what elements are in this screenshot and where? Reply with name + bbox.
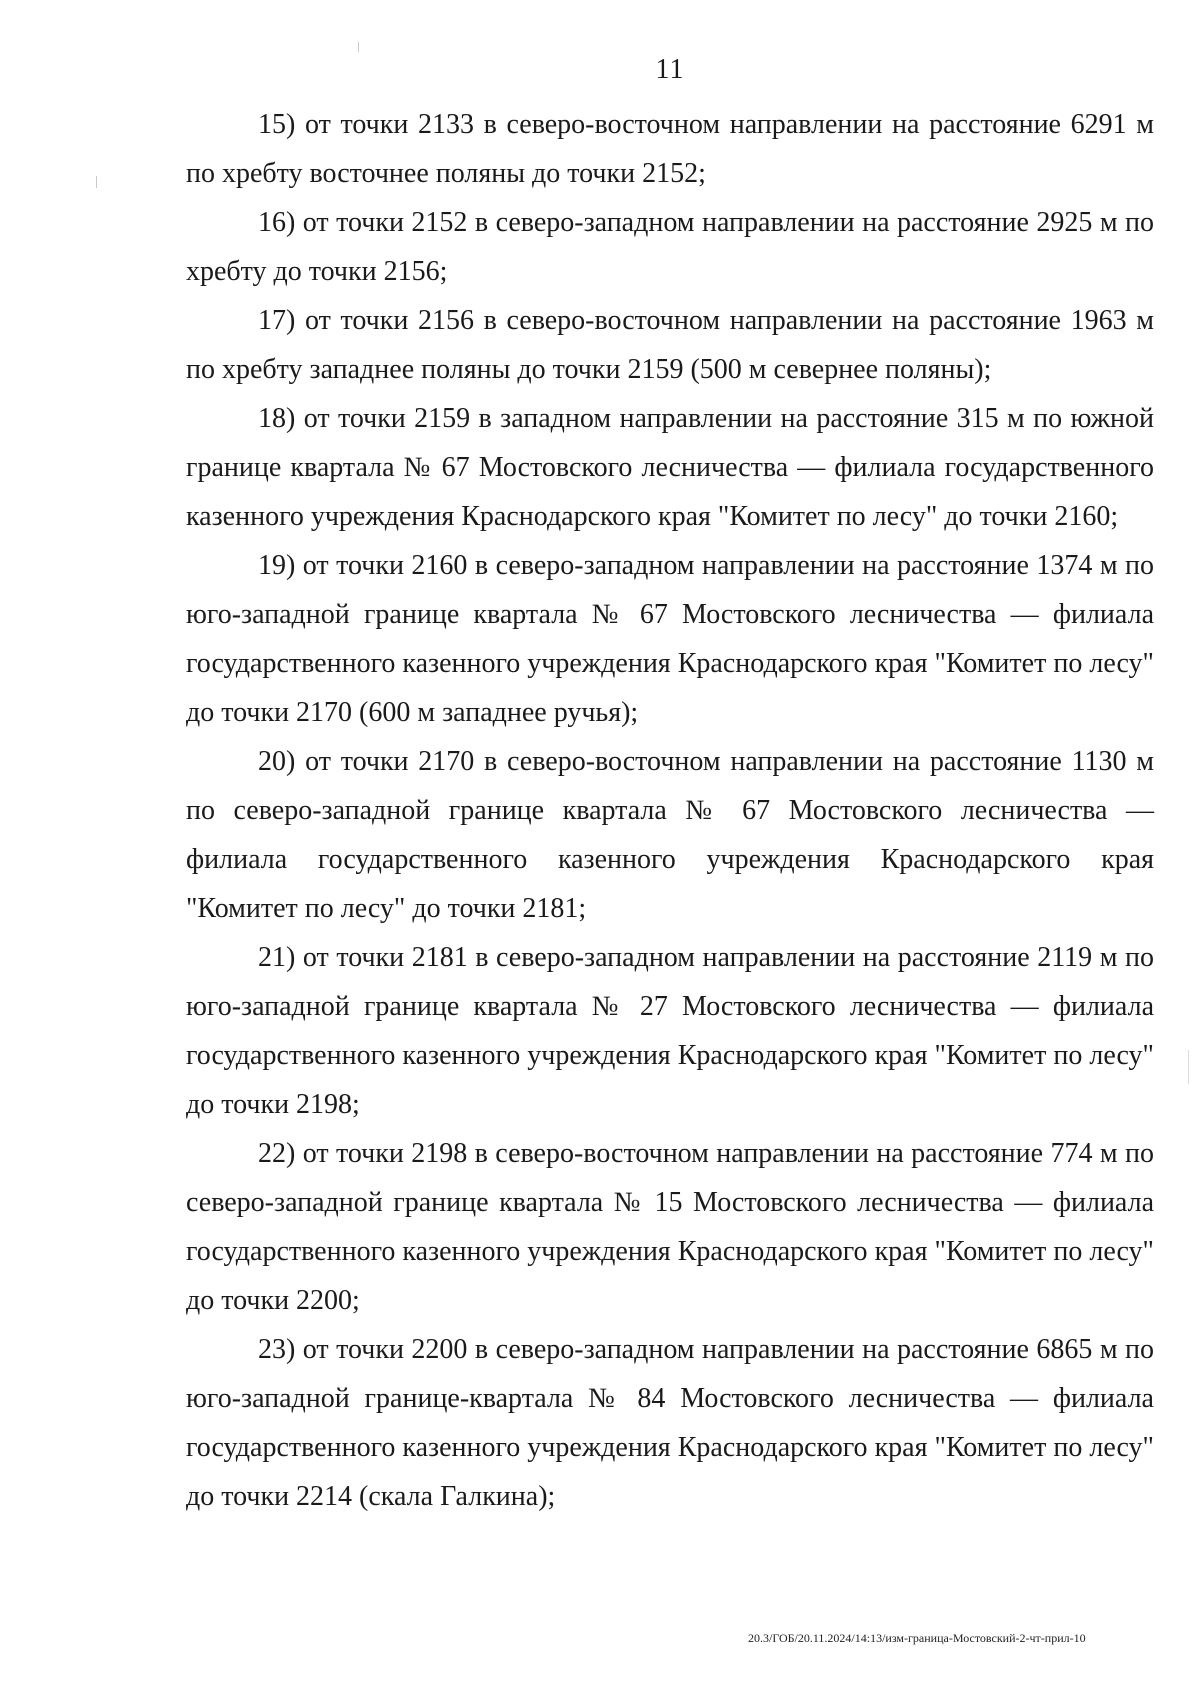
list-item — [186, 296, 1154, 394]
item-text: от точки 2170 в северо-восточном направлении на расстояние 1130 м по северо-западной границе квартала № 67 Мостовского лесничества — филиала государственного казенного учреждения Краснодарского края "Комитет по лесу" до точки 2181; — [186, 746, 1154, 924]
item-number: 23) — [258, 1334, 296, 1365]
item-text: от точки 2133 в северо-восточном направлении на расстояние 6291 м по хребту восточнее поляны до точки 2152; — [186, 109, 1155, 189]
list-item — [186, 933, 1154, 1129]
scan-artifact-mark — [96, 176, 97, 188]
item-text: от точки 2200 в северо-западном направлении на расстояние 6865 м по юго-западной границе-квартала № 84 Мостовского лесничества — филиала государственного казенного учреждения Краснодарского края "Комитет по лесу" до точки 2214 (скала Галкина); — [186, 1334, 1154, 1512]
item-number: 19) — [258, 550, 296, 581]
item-number: 17) — [258, 305, 296, 336]
list-item — [186, 1129, 1154, 1325]
footer-document-code: 20.3/ГОБ/20.11.2024/14:13/изм-граница-Мостовский-2-чт-прил-10 — [748, 1631, 1086, 1645]
item-number: 21) — [258, 942, 296, 973]
list-item — [186, 541, 1154, 737]
item-text: от точки 2152 в северо-западном направлении на расстояние 2925 м по хребту до точки 2156; — [186, 207, 1154, 287]
list-item — [186, 394, 1154, 541]
list-item — [186, 737, 1154, 933]
item-number: 18) — [258, 403, 296, 434]
item-number: 16) — [258, 207, 296, 238]
item-text: от точки 2159 в западном направлении на расстояние 315 м по южной границе квартала № 67 Мостовского лесничества — филиала государственного казенного учреждения Краснодарского края "Комитет по лесу" до точки 2160; — [186, 403, 1154, 532]
list-item — [186, 100, 1154, 198]
list-item — [186, 1325, 1154, 1521]
document-body — [186, 100, 1154, 1521]
item-text: от точки 2160 в северо-западном направлении на расстояние 1374 м по юго-западной границе квартала № 67 Мостовского лесничества — филиала государственного казенного учреждения Краснодарского края "Комитет по лесу" до точки 2170 (600 м западнее ручья); — [186, 550, 1154, 728]
item-number: 15) — [258, 109, 296, 140]
item-text: от точки 2181 в северо-западном направлении на расстояние 2119 м по юго-западной границе квартала № 27 Мостовского лесничества — филиала государственного казенного учреждения Краснодарского края "Комитет по лесу" до точки 2198; — [186, 942, 1154, 1120]
page-number: 11 — [655, 54, 685, 85]
scan-artifact-mark — [1188, 1050, 1189, 1084]
item-text: от точки 2156 в северо-восточном направлении на расстояние 1963 м по хребту западнее поляны до точки 2159 (500 м севернее поляны); — [186, 305, 1155, 385]
item-text: от точки 2198 в северо-восточном направлении на расстояние 774 м по северо-западной границе квартала № 15 Мостовского лесничества — филиала государственного казенного учреждения Краснодарского края "Комитет по лесу" до точки 2200; — [186, 1138, 1155, 1316]
scan-artifact-mark — [358, 42, 359, 52]
item-number: 22) — [258, 1138, 296, 1169]
list-item — [186, 198, 1154, 296]
item-number: 20) — [258, 746, 296, 777]
